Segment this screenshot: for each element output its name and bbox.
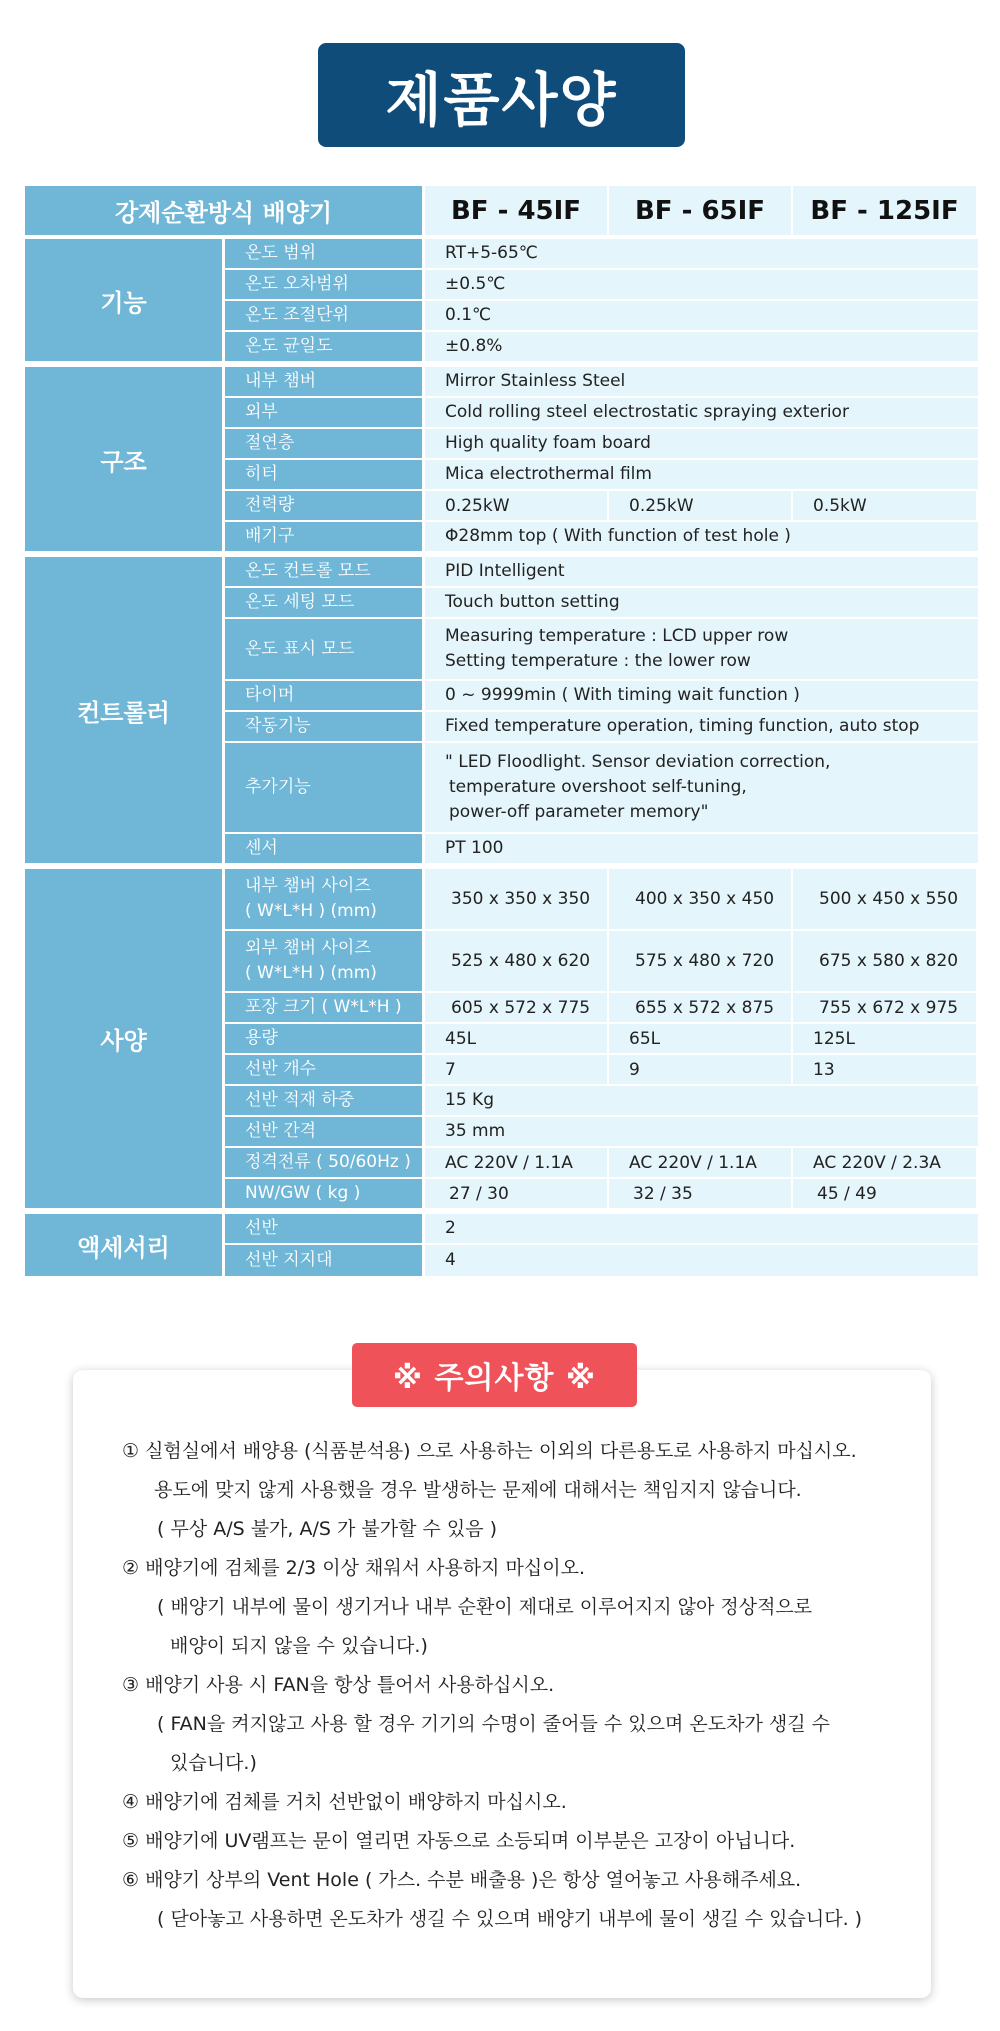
notice-line: ③ 배양기 사용 시 FAN을 항상 틀어서 사용하십시오. xyxy=(122,1674,555,1696)
row-value-125if: 0.5kW xyxy=(793,491,978,522)
row-label: 선반 적재 하중 xyxy=(225,1086,425,1117)
section-accessories: 액세서리 xyxy=(25,1214,225,1276)
row-value: PT 100 xyxy=(425,834,978,869)
row-value-125if: 500 x 450 x 550 xyxy=(793,869,978,931)
row-value-45if: 45L xyxy=(425,1024,609,1055)
notice-line: ⑥ 배양기 상부의 Vent Hole ( 가스. 수분 배출용 )은 항상 열어놓고 사용해주세요. xyxy=(122,1869,802,1891)
row-label: 온도 오차범위 xyxy=(225,270,425,301)
label-line: ( W*L*H ) (mm) xyxy=(245,901,377,921)
notice-line: 용도에 맞지 않게 사용했을 경우 발생하는 문제에 대해서는 책임지지 않습니다. xyxy=(154,1479,802,1501)
row-label: 포장 크기 ( W*L*H ) xyxy=(225,993,425,1024)
row-value-65if: 575 x 480 x 720 xyxy=(609,931,793,993)
row-label: 작동기능 xyxy=(225,712,425,743)
row-value: RT+5-65℃ xyxy=(425,239,978,270)
section-controller: 컨트롤러 xyxy=(25,557,225,869)
table-row xyxy=(25,1214,978,1245)
table-header-row xyxy=(25,186,978,239)
row-value-125if: 45 / 49 xyxy=(793,1179,978,1214)
notice-body xyxy=(122,1432,922,1939)
row-value-125if: 755 x 672 x 975 xyxy=(793,993,978,1024)
notice-line: ( 배양기 내부에 물이 생기거나 내부 순환이 제대로 이루어지지 않아 정상적으로 xyxy=(157,1596,813,1618)
row-label: 선반 간격 xyxy=(225,1117,425,1148)
row-value-45if: 605 x 572 x 775 xyxy=(425,993,609,1024)
notice-line: ① 실험실에서 배양용 (식품분석용) 으로 사용하는 이외의 다른용도로 사용하지 마십시오. xyxy=(122,1440,857,1462)
table-row xyxy=(25,239,978,270)
row-label: 타이머 xyxy=(225,681,425,712)
row-value-45if: 27 / 30 xyxy=(425,1179,609,1214)
value-line: " LED Floodlight. Sensor deviation correction, xyxy=(445,752,831,772)
section-specs: 사양 xyxy=(25,869,225,1214)
row-label: 온도 조절단위 xyxy=(225,301,425,332)
row-label: 용량 xyxy=(225,1024,425,1055)
section-function: 기능 xyxy=(25,239,225,367)
row-label: 절연층 xyxy=(225,429,425,460)
row-value-65if: 65L xyxy=(609,1024,793,1055)
row-label xyxy=(225,869,425,931)
spec-table xyxy=(25,186,978,1276)
row-value-45if: AC 220V / 1.1A xyxy=(425,1148,609,1179)
row-value: 0 ~ 9999min ( With timing wait function ) xyxy=(425,681,978,712)
model-65if: BF - 65IF xyxy=(609,186,793,239)
row-value xyxy=(425,619,978,681)
row-label: 센서 xyxy=(225,834,425,869)
row-label xyxy=(225,931,425,993)
notice-line: ④ 배양기에 검체를 거치 선반없이 배양하지 마십시오. xyxy=(122,1791,567,1813)
row-value-45if: 7 xyxy=(425,1055,609,1086)
notice-line: ( FAN을 켜지않고 사용 할 경우 기기의 수명이 줄어들 수 있으며 온도차가 생길 수 xyxy=(157,1713,830,1735)
table-row xyxy=(25,869,978,931)
row-value-65if: 9 xyxy=(609,1055,793,1086)
row-value xyxy=(425,743,978,834)
row-label: 선반 개수 xyxy=(225,1055,425,1086)
row-value: ±0.5℃ xyxy=(425,270,978,301)
row-label: 온도 범위 xyxy=(225,239,425,270)
notice-line: 있습니다.) xyxy=(170,1752,257,1774)
row-value: Mirror Stainless Steel xyxy=(425,367,978,398)
notice-line: ( 닫아놓고 사용하면 온도차가 생길 수 있으며 배양기 내부에 물이 생길 수 있습니다. ) xyxy=(157,1908,863,1930)
table-header-title: 강제순환방식 배양기 xyxy=(25,186,425,239)
row-value: 2 xyxy=(425,1214,978,1245)
row-label: 온도 균일도 xyxy=(225,332,425,367)
row-label: 히터 xyxy=(225,460,425,491)
row-value-65if: 0.25kW xyxy=(609,491,793,522)
row-value-45if: 525 x 480 x 620 xyxy=(425,931,609,993)
row-label: 배기구 xyxy=(225,522,425,557)
row-label: 온도 표시 모드 xyxy=(225,619,425,681)
row-value-125if: 125L xyxy=(793,1024,978,1055)
model-125if: BF - 125IF xyxy=(793,186,978,239)
row-value-65if: 655 x 572 x 875 xyxy=(609,993,793,1024)
row-value-45if: 0.25kW xyxy=(425,491,609,522)
row-value: 0.1℃ xyxy=(425,301,978,332)
row-label: 내부 챔버 xyxy=(225,367,425,398)
row-value: 15 Kg xyxy=(425,1086,978,1117)
row-label: 전력량 xyxy=(225,491,425,522)
notice-line: ② 배양기에 검체를 2/3 이상 채워서 사용하지 마십이오. xyxy=(122,1557,586,1579)
row-label: 외부 xyxy=(225,398,425,429)
row-label: 선반 xyxy=(225,1214,425,1245)
value-line: power-off parameter memory" xyxy=(449,802,709,822)
row-label: 추가기능 xyxy=(225,743,425,834)
table-row xyxy=(25,557,978,588)
row-value-125if: 675 x 580 x 820 xyxy=(793,931,978,993)
row-value: Mica electrothermal film xyxy=(425,460,978,491)
label-line: 외부 챔버 사이즈 xyxy=(245,938,371,958)
section-structure: 구조 xyxy=(25,367,225,557)
model-45if: BF - 45IF xyxy=(425,186,609,239)
table-row xyxy=(25,367,978,398)
value-line: temperature overshoot self-tuning, xyxy=(449,777,747,797)
row-value-45if: 350 x 350 x 350 xyxy=(425,869,609,931)
row-value: Cold rolling steel electrostatic spraying exterior xyxy=(425,398,978,429)
page-title: 제품사양 xyxy=(318,43,685,147)
row-value: ±0.8% xyxy=(425,332,978,367)
row-label: 온도 세팅 모드 xyxy=(225,588,425,619)
row-value: High quality foam board xyxy=(425,429,978,460)
notice-title: ※ 주의사항 ※ xyxy=(352,1343,637,1407)
row-label: 온도 컨트롤 모드 xyxy=(225,557,425,588)
row-label: 정격전류 ( 50/60Hz ) xyxy=(225,1148,425,1179)
row-value: Φ28mm top ( With function of test hole ) xyxy=(425,522,978,557)
value-line: Setting temperature : the lower row xyxy=(445,651,751,671)
row-label: NW/GW ( kg ) xyxy=(225,1179,425,1214)
value-line: Measuring temperature : LCD upper row xyxy=(445,626,789,646)
label-line: 내부 챔버 사이즈 xyxy=(245,876,371,896)
row-value-125if: 13 xyxy=(793,1055,978,1086)
notice-line: 배양이 되지 않을 수 있습니다.) xyxy=(170,1635,428,1657)
notice-line: ( 무상 A/S 불가, A/S 가 불가할 수 있음 ) xyxy=(157,1518,498,1540)
row-value: 4 xyxy=(425,1245,978,1276)
notice-line: ⑤ 배양기에 UV램프는 문이 열리면 자동으로 소등되며 이부분은 고장이 아닙니다. xyxy=(122,1830,796,1852)
row-value: Fixed temperature operation, timing function, auto stop xyxy=(425,712,978,743)
row-value: Touch button setting xyxy=(425,588,978,619)
row-value-125if: AC 220V / 2.3A xyxy=(793,1148,978,1179)
label-line: ( W*L*H ) (mm) xyxy=(245,963,377,983)
row-value: PID Intelligent xyxy=(425,557,978,588)
row-label: 선반 지지대 xyxy=(225,1245,425,1276)
row-value-65if: 32 / 35 xyxy=(609,1179,793,1214)
row-value: 35 mm xyxy=(425,1117,978,1148)
row-value-65if: AC 220V / 1.1A xyxy=(609,1148,793,1179)
row-value-65if: 400 x 350 x 450 xyxy=(609,869,793,931)
